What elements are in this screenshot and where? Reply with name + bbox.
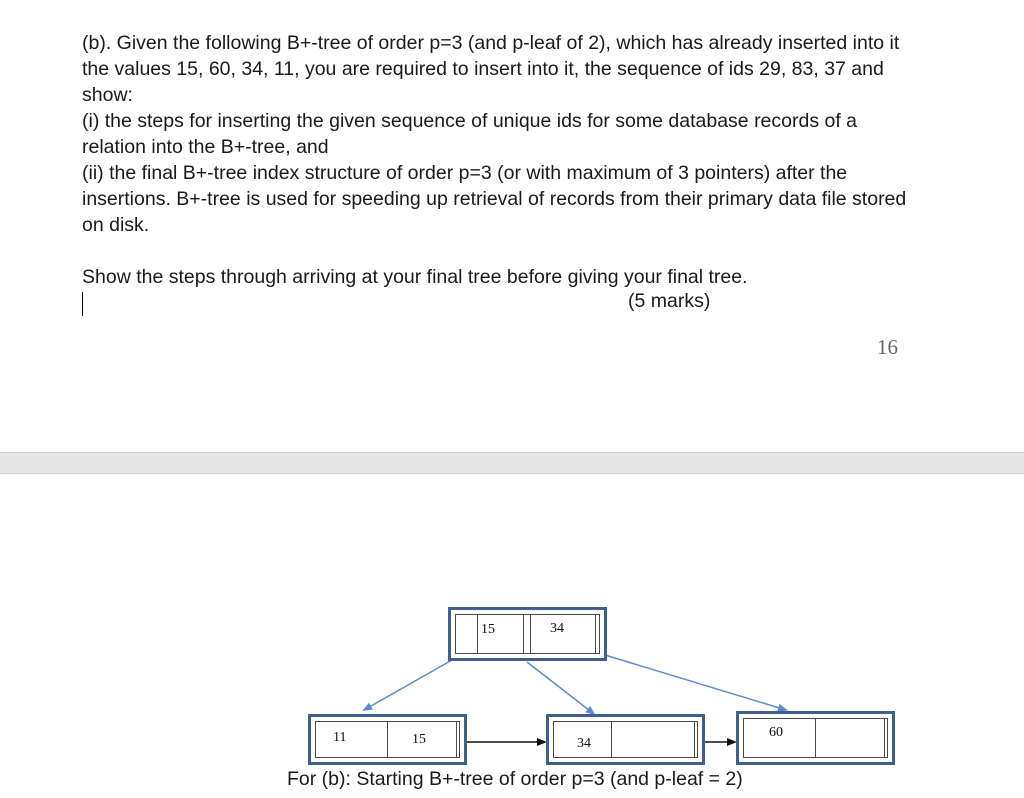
root-key-1: 15 [481,622,495,637]
leaf-node-2 [546,714,705,765]
page-number: 16 [877,335,898,359]
question-part-i: (i) the steps for inserting the given sequence of unique ids for some database records of a relation into the B+-tree, and [82,110,858,158]
question-intro: (b). Given the following B+-tree of order p=3 (and p-leaf of 2), which has already inserted into it the values 15, 60, 34, 11, you are required to insert into it, the sequence of ids 29, 83, 37 and show: [82,32,900,106]
leaf1-key-1: 11 [333,730,347,745]
root-node [448,607,607,661]
page-separator [0,452,1024,474]
question-part-ii: (ii) the final B+-tree index structure of order p=3 (or with maximum of 3 pointers) after the insertions. B+-tree is used for speeding up retrieval of records from their primary data file stored on disk. [82,162,907,236]
question-text [82,30,912,290]
leaf1-key-2: 15 [412,732,426,747]
leaf3-key-1: 60 [769,725,783,740]
leaf2-key-1: 34 [577,736,591,751]
question-instruction: Show the steps through arriving at your final tree before giving your final tree. [82,266,748,288]
leaf-node-1 [308,714,467,765]
figure-caption: For (b): Starting B+-tree of order p=3 (and p-leaf = 2) [287,768,743,790]
text-cursor[interactable] [82,292,83,316]
leaf-node-3 [736,711,895,765]
root-key-2: 34 [550,621,564,636]
marks-label: (5 marks) [628,290,711,312]
